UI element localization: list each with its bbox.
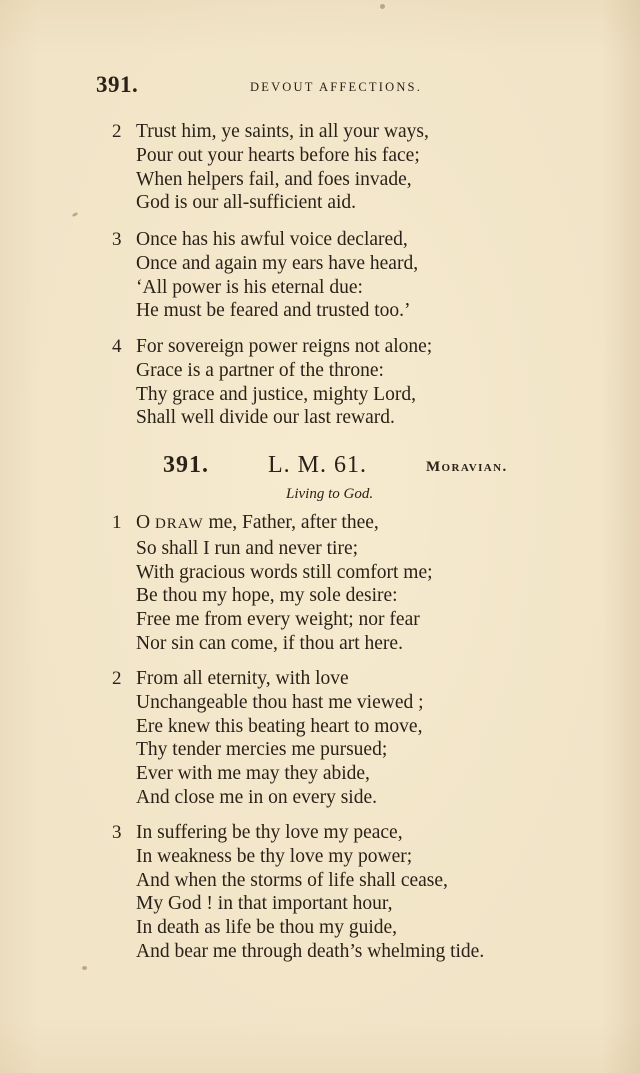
- first-initial: O: [136, 512, 155, 533]
- verse-line: God is our all-sufficient aid.: [136, 192, 357, 214]
- verse-line: Ever with me may they abide,: [136, 763, 370, 785]
- verse-line: In death as life be thou my guide,: [136, 917, 398, 939]
- verse-line: So shall I run and never tire;: [136, 537, 359, 559]
- verse-line: Thy grace and justice, mighty Lord,: [136, 383, 416, 405]
- stanza: [112, 335, 556, 430]
- verse-line: And bear me through death’s whelming tide.: [136, 940, 485, 962]
- verse-line: My God ! in that important hour,: [136, 893, 393, 915]
- verse-line: Pour out your hearts before his face;: [136, 144, 420, 166]
- verse-line: Shall well divide our last reward.: [136, 407, 395, 429]
- tune-name: [426, 459, 508, 476]
- verse-line: Nor sin can come, if thou art here.: [136, 632, 403, 654]
- verse-line: When helpers fail, and foes invade,: [136, 168, 412, 190]
- verse-line: ‘All power is his eternal due:: [136, 276, 363, 298]
- verse-line: In weakness be thy love my power;: [136, 845, 413, 867]
- verse-line: Unchangeable thou hast me viewed ;: [136, 691, 424, 713]
- verse-line: Once and again my ears have heard,: [136, 252, 419, 274]
- page-number: 391.: [96, 72, 139, 97]
- stanza-number: 3: [112, 229, 122, 250]
- verse-line: Be thou my hope, my sole desire:: [136, 585, 398, 607]
- verse-line: For sovereign power reigns not alone;: [136, 336, 433, 357]
- ink-speck: [82, 966, 87, 970]
- verse-line: Once has his awful voice declared,: [136, 229, 408, 250]
- verse-line-first: [136, 511, 556, 537]
- ink-speck: [380, 4, 385, 9]
- verse-line: And when the storms of life shall cease,: [136, 869, 448, 891]
- stanza-number: 2: [112, 668, 122, 689]
- verse-line: With gracious words still comfort me;: [136, 561, 433, 583]
- first-word-smallcaps: DRAW: [154, 516, 204, 532]
- verse-line: Free me from every weight; nor fear: [136, 609, 420, 631]
- stanza: [112, 667, 556, 810]
- verse-line: Ere knew this beating heart to move,: [136, 715, 423, 737]
- tune-name-text: Moravian.: [426, 459, 508, 475]
- stanza: [112, 511, 556, 656]
- verse-line: Trust him, ye saints, in all your ways,: [136, 121, 429, 142]
- verse-line: In suffering be thy love my peace,: [136, 822, 403, 843]
- running-head: DEVOUT AFFECTIONS.: [250, 80, 423, 94]
- hymn-meter: L. M. 61.: [268, 452, 367, 478]
- ink-speck: [72, 212, 79, 218]
- verse-line: Thy tender mercies me pursued;: [136, 739, 388, 761]
- hymn-number: 391.: [163, 452, 209, 478]
- stanza-number: 3: [112, 822, 122, 843]
- stanza-number: 4: [112, 336, 122, 357]
- verse-line: From all eternity, with love: [136, 668, 349, 689]
- verse-line: Grace is a partner of the throne:: [136, 359, 384, 381]
- stanza-number: 2: [112, 121, 122, 142]
- stanza: [112, 120, 556, 215]
- stanza: [112, 228, 556, 323]
- verse-line: He must be feared and trusted too.’: [136, 300, 411, 322]
- stanza: [112, 821, 556, 964]
- verse-line: And close me in on every side.: [136, 786, 377, 808]
- first-line-rest: me, Father, after thee,: [203, 512, 379, 533]
- hymn-subtitle: Living to God.: [286, 486, 374, 502]
- stanza-number: 1: [112, 512, 122, 533]
